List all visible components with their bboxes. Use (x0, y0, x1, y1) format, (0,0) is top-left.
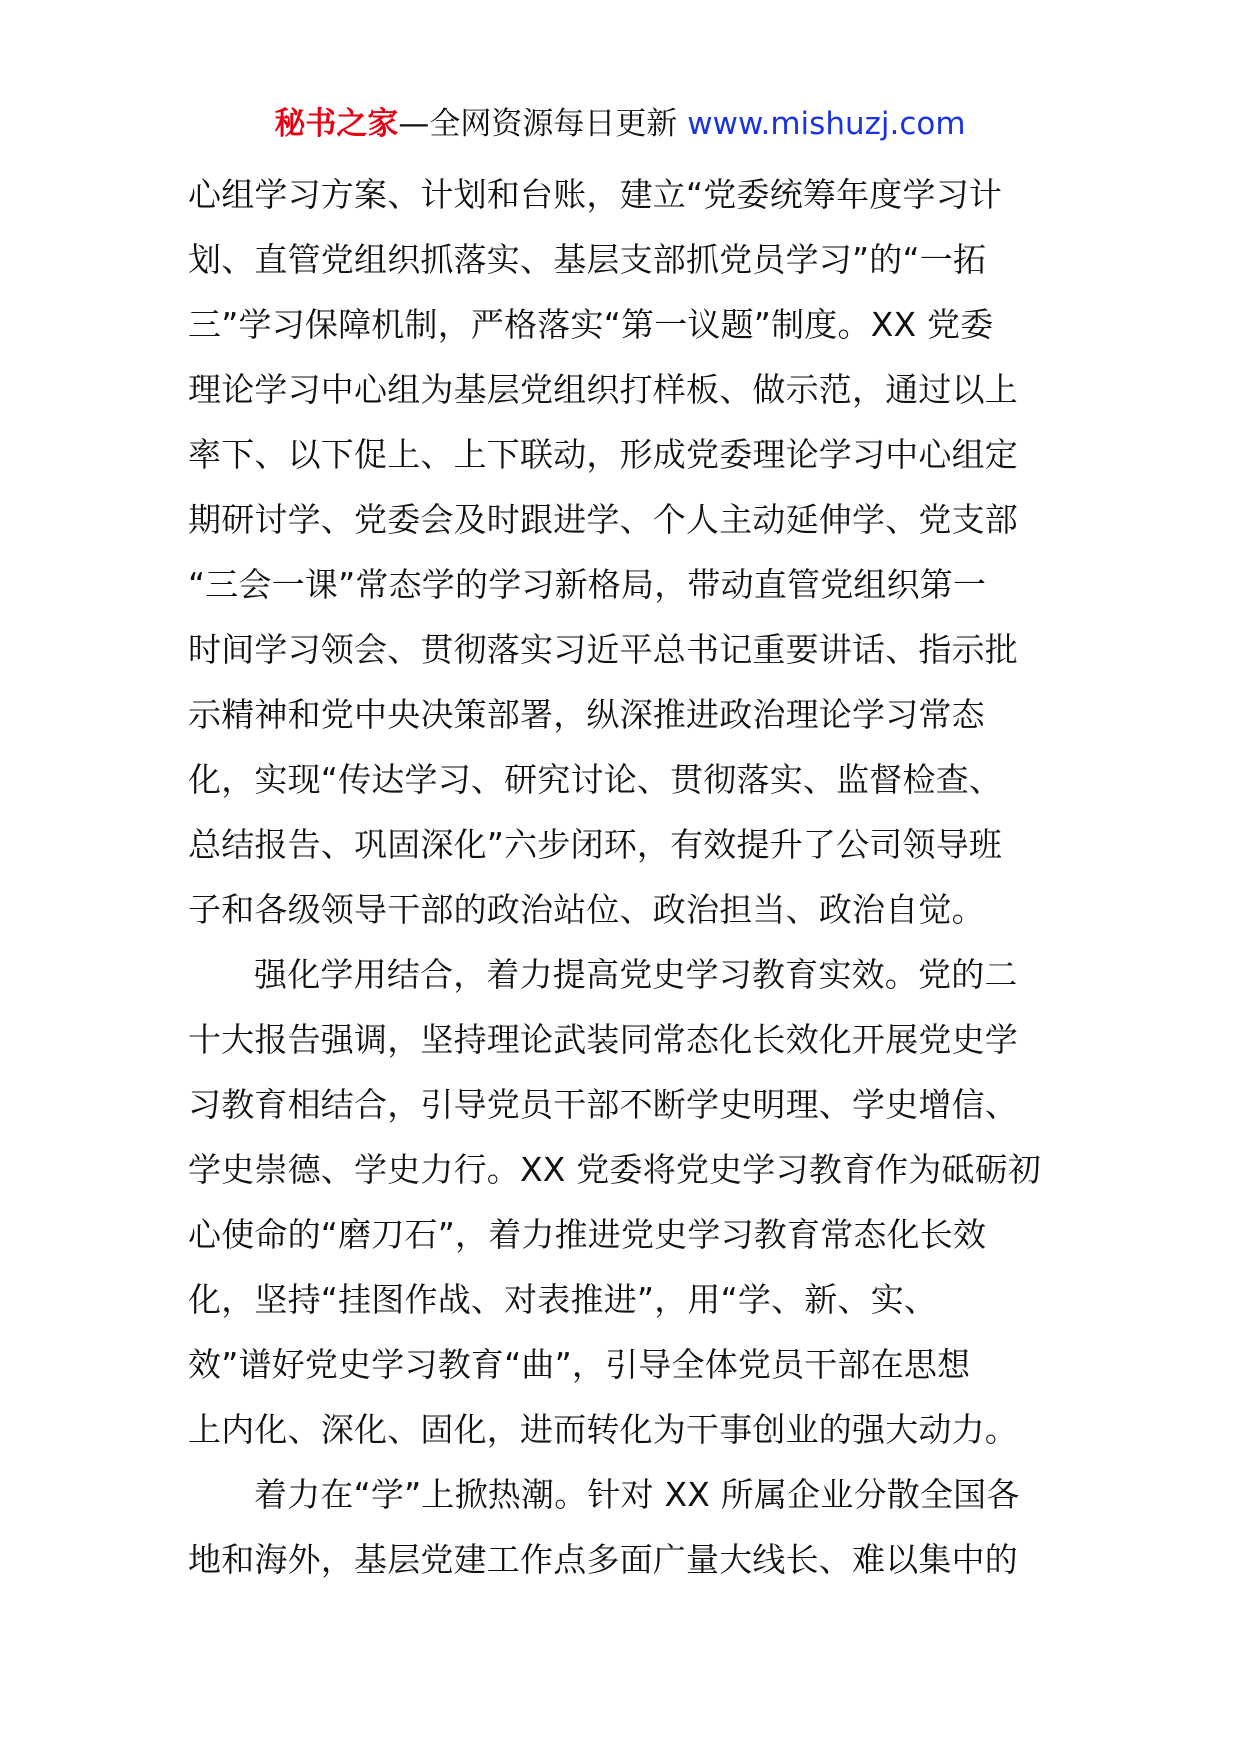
site-header (0, 104, 1240, 144)
text-line: 总结报告、巩固深化”六步闭环，有效提升了公司领导班 (188, 825, 1003, 864)
text-line: 期研讨学、党委会及时跟进学、个人主动延伸学、党支部 (188, 500, 1018, 539)
text-line: 子和各级领导干部的政治站位、政治担当、政治自觉。 (188, 890, 985, 929)
text-line: 时间学习领会、贯彻落实习近平总书记重要讲话、指示批 (188, 630, 1018, 669)
text-line: 化，坚持“挂图作战、对表推进”，用“学、新、实、 (188, 1280, 938, 1319)
text-line: 上内化、深化、固化，进而转化为干事创业的强大动力。 (188, 1410, 1018, 1449)
text-line: 示精神和党中央决策部署，纵深推进政治理论学习常态 (188, 695, 985, 734)
text-line: 划、直管党组织抓落实、基层支部抓党员学习”的“一拓 (188, 240, 987, 279)
paragraph-start-line: 着力在“学”上掀热潮。针对 XX 所属企业分散全国各 (254, 1475, 1020, 1514)
document-body (188, 162, 1056, 1592)
site-url[interactable]: www.mishuzj.com (687, 106, 966, 142)
paragraph-start-line: 强化学用结合，着力提高党史学习教育实效。党的二 (254, 955, 1018, 994)
text-line: 十大报告强调，坚持理论武装同常态化长效化开展党史学 (188, 1020, 1018, 1059)
text-line: 效”谱好党史学习教育“曲”，引导全体党员干部在思想 (188, 1345, 971, 1384)
text-line: 三”学习保障机制，严格落实“第一议题”制度。XX 党委 (188, 305, 994, 344)
text-line: 率下、以下促上、上下联动，形成党委理论学习中心组定 (188, 435, 1018, 474)
brand-name: 秘书之家 (274, 106, 399, 142)
text-line: 地和海外，基层党建工作点多面广量大线长、难以集中的 (188, 1540, 1018, 1579)
text-line: 化，实现“传达学习、研究讨论、贯彻落实、监督检查、 (188, 760, 1003, 799)
header-slogan: —全网资源每日更新 (398, 106, 688, 142)
text-line: 心使命的“磨刀石”，着力推进党史学习教育常态化长效 (188, 1215, 987, 1254)
text-line: “三会一课”常态学的学习新格局，带动直管党组织第一 (188, 565, 987, 604)
text-line: 习教育相结合，引导党员干部不断学史明理、学史增信、 (188, 1085, 1018, 1124)
text-line: 理论学习中心组为基层党组织打样板、做示范，通过以上 (188, 370, 1018, 409)
text-line: 学史崇德、学史力行。XX 党委将党史学习教育作为砥砺初 (188, 1150, 1042, 1189)
text-line: 心组学习方案、计划和台账，建立“党委统筹年度学习计 (188, 175, 1003, 214)
